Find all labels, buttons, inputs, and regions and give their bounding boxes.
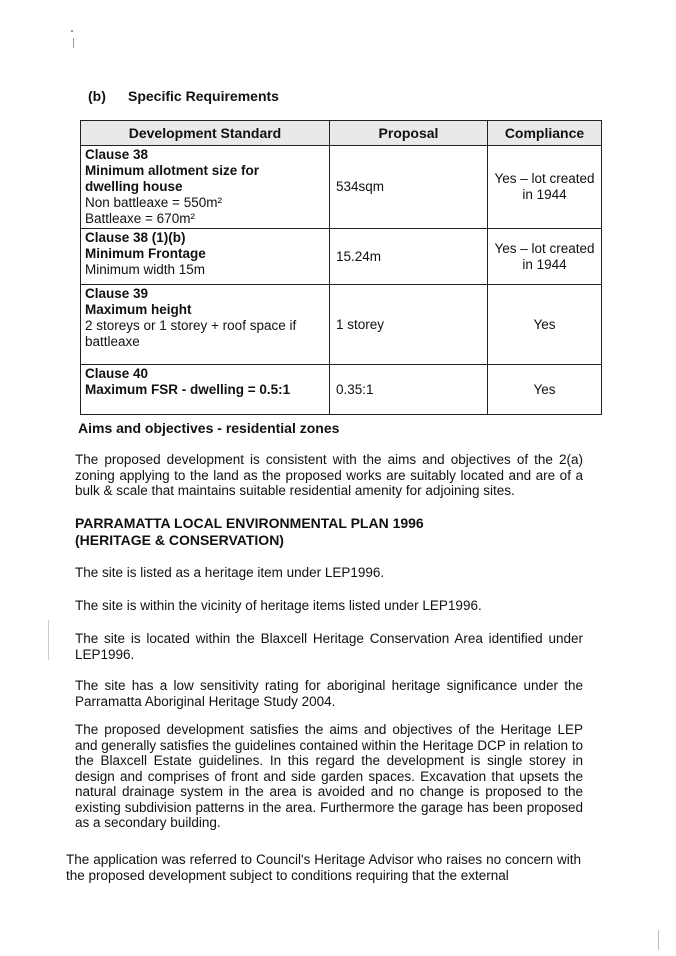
compliance-line: in 1944: [522, 187, 567, 202]
proposal-cell: 15.24m: [330, 229, 488, 285]
requirement-line: Minimum Frontage: [85, 246, 206, 261]
header-development-standard: Development Standard: [81, 121, 330, 146]
compliance-line: Yes: [533, 381, 556, 397]
compliance-line: Yes: [533, 316, 556, 332]
aims-heading: Aims and objectives - residential zones: [78, 420, 340, 436]
heritage-paragraph: The proposed development satisfies the aims and objectives of the Heritage LEP and generally satisfies the guidelines contained within the Heritage DCP in relation to the Blaxcell Estate guidelines. In this regard the development is single storey in design and comprises of front and side garden spaces. Excavation that upsets the natural drainage system in the area is avoided and no change is proposed to the existing subdivision patterns in the area. Furthermore the garage has been proposed as a secondary building.: [75, 722, 583, 830]
clause-title: Clause 40: [85, 366, 149, 381]
heritage-paragraph: The site is within the vicinity of heritage items listed under LEP1996.: [75, 598, 482, 613]
proposal-cell: 0.35:1: [330, 365, 488, 415]
standard-cell: [81, 146, 330, 229]
requirement-line: Maximum FSR - dwelling = 0.5:1: [85, 382, 291, 397]
heritage-paragraph: The site is located within the Blaxcell Heritage Conservation Area identified under LEP1996.: [75, 631, 583, 662]
requirement-line: Maximum height: [85, 302, 192, 317]
detail-line: battleaxe: [85, 334, 140, 349]
lep-heading: [75, 515, 424, 549]
scan-speck: [71, 30, 73, 32]
scan-speck: [73, 38, 74, 48]
standard-cell: [81, 229, 330, 285]
compliance-line: in 1944: [522, 256, 567, 272]
table-row: [81, 229, 602, 285]
compliance-line: Yes – lot created: [494, 240, 595, 256]
table-header-row: [81, 121, 602, 146]
standard-cell: [81, 285, 330, 365]
clause-title: Clause 38: [85, 147, 149, 162]
lep-heading-line: PARRAMATTA LOCAL ENVIRONMENTAL PLAN 1996: [75, 515, 424, 531]
requirement-line: Minimum allotment size for: [85, 163, 260, 178]
detail-line: 2 storeys or 1 storey + roof space if: [85, 318, 297, 333]
clause-title: Clause 38 (1)(b): [85, 230, 186, 245]
standard-cell: [81, 365, 330, 415]
header-proposal: Proposal: [330, 121, 488, 146]
table-row: [81, 365, 602, 415]
proposal-cell: 1 storey: [330, 285, 488, 365]
section-letter: (b): [88, 88, 106, 104]
detail-line: Battleaxe = 670m²: [85, 211, 195, 226]
compliance-cell: [488, 365, 602, 415]
section-heading: [88, 88, 279, 104]
detail-line: Minimum width 15m: [85, 262, 206, 277]
detail-line: Non battleaxe = 550m²: [85, 195, 222, 210]
header-compliance: Compliance: [488, 121, 602, 146]
heritage-paragraph: The site has a low sensitivity rating for aboriginal heritage significance under the Parramatta Aboriginal Heritage Study 2004.: [75, 678, 583, 709]
table-row: [81, 146, 602, 229]
requirement-line: dwelling house: [85, 179, 183, 194]
scan-edge-line: [48, 620, 49, 660]
compliance-cell: [488, 146, 602, 229]
aims-paragraph: The proposed development is consistent with the aims and objectives of the 2(a) zoning applying to the land as the proposed works are suitably located and are of a bulk & scale that maintains suitable residential amenity for adjoining sites.: [75, 452, 583, 498]
heritage-paragraph: The application was referred to Council's Heritage Advisor who raises no concern with the proposed development subject to conditions requiring that the external: [66, 852, 581, 883]
proposal-cell: 534sqm: [330, 146, 488, 229]
table-row: [81, 285, 602, 365]
scan-edge-line: [658, 930, 659, 950]
compliance-cell: [488, 229, 602, 285]
clause-title: Clause 39: [85, 286, 149, 301]
compliance-cell: [488, 285, 602, 365]
compliance-line: Yes – lot created: [494, 171, 595, 186]
section-title: Specific Requirements: [128, 88, 279, 104]
lep-heading-line: (HERITAGE & CONSERVATION): [75, 532, 284, 548]
heritage-paragraph: The site is listed as a heritage item under LEP1996.: [75, 565, 385, 580]
requirements-table: [80, 120, 602, 415]
